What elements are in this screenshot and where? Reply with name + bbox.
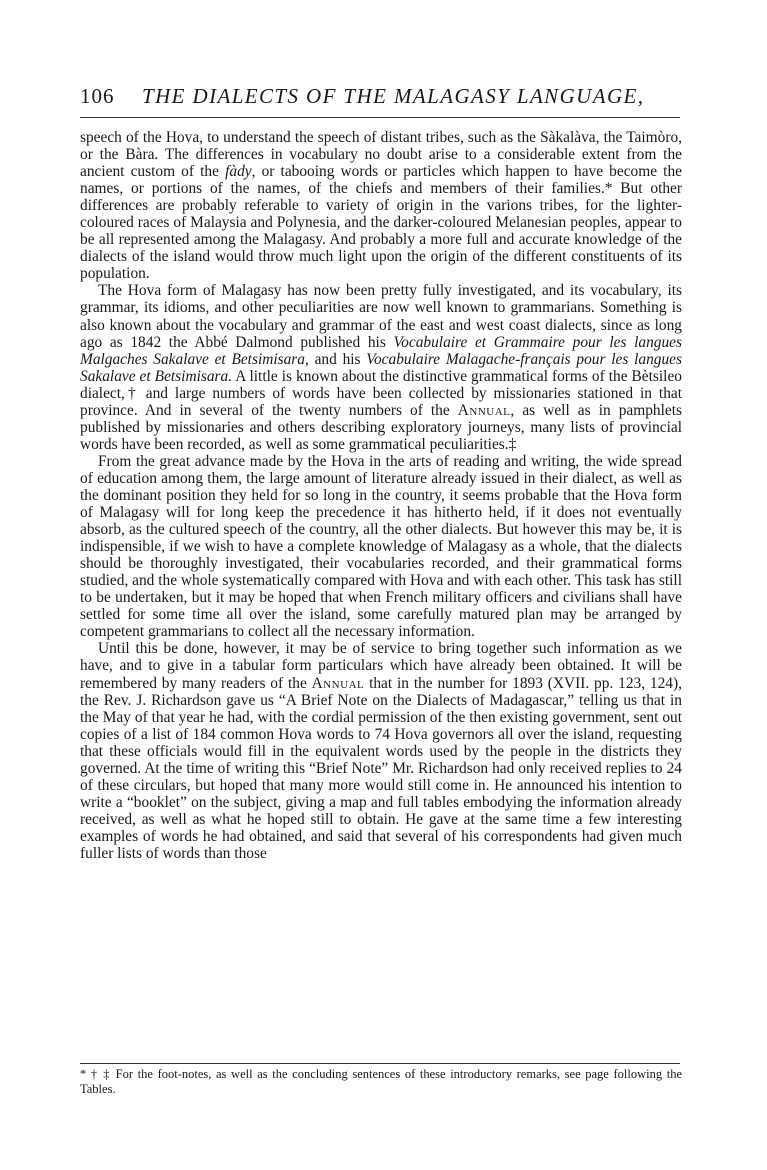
paragraph-2: The Hova form of Malagasy has now been pretty fully investigated, and its vocabulary, its grammar, its idioms, and other peculiarities are now well known to grammarians. Something is also known about the vocabulary and grammar of the east and west coast dialects, since as long ago as 1842 the Abbé Dalmond published his Vocabulaire et Grammaire pour les langues Malgaches Sakalave et Betsimisara, and his Vocabulaire Malagache-français pour les langues Sakalave et Betsimisara. A little is known about the distinctive grammatical forms of the Bètsileo dialect,† and large numbers of words have been collected by missionaries stationed in that province. And in several of the twenty numbers of the Annual, as well as in pamphlets published by missionaries and others describing exploratory journeys, many lists of provincial words have been recorded, as well as some grammatical peculiarities.‡ xyxy=(80,282,682,453)
page-header xyxy=(80,84,680,114)
fady-term: fàdy xyxy=(225,163,252,181)
body-text xyxy=(80,129,682,862)
paragraph-3: From the great advance made by the Hova in the arts of reading and writing, the wide spread of education among them, the large amount of literature already issued in their dialect, as well as the dominant position they held for so long in the country, it seems probable that the Hova form of Malagasy will for long keep the precedence it has hitherto held, if it does not eventually absorb, as the cultured speech of the country, all the other dialects. But however this may be, it is indispensible, if we wish to have a complete knowledge of Malagasy as a whole, that the dialects should be thoroughly investigated, their vocabularies recorded, and their grammatical forms studied, and the whole systematically compared with Hova and with each other. This task has still to be undertaken, but it may be hoped that when French military officers and civilians shall have settled for some time all over the island, some carefully matured plan may be arranged by competent grammarians to collect all the necessary information. xyxy=(80,452,682,641)
annual-smallcaps: Annual xyxy=(311,674,365,692)
footnote-rule xyxy=(80,1063,680,1064)
page-number: 106 xyxy=(80,84,115,108)
header-rule xyxy=(80,117,680,118)
book-title-2: Vocabulaire Malagache-français pour les langues Sakalave et Betsimisara. xyxy=(80,350,682,385)
annual-smallcaps: Annual xyxy=(457,401,511,419)
book-title-1: Vocabulaire et Grammaire pour les langues Malgaches Sakalave et Betsimisara, xyxy=(80,333,682,368)
paragraph-1: speech of the Hova, to understand the speech of distant tribes, such as the Sàkalàva, the Taimòro, or the Bàra. The differences in vocabulary no doubt arise to a considerable extent from the ancient custom of the fàdy, or tabooing words or particles which happen to have become the names, or portions of the names, of the chiefs and members of their families.* But other differences are probably referable to variety of origin in the varions tribes, for the lighter-coloured races of Malaysia and Polynesia, and the darker-coloured Melanesian peoples, appear to be all represented among the Malagasy. And probably a more full and accurate knowledge of the dialects of the island would throw much light upon the origin of the different constituents of its population. xyxy=(80,129,682,283)
running-title: THE DIALECTS OF THE MALAGASY LANGUAGE, xyxy=(142,84,645,108)
paragraph-4: Until this be done, however, it may be of service to bring together such information as we have, and to give in a tabular form particulars which have already been obtained. It will be remembered by many readers of the Annual that in the number for 1893 (XVII. pp. 123, 124), the Rev. J. Richardson gave us “A Brief Note on the Dialects of Madagascar,” telling us that in the May of that year he had, with the cordial permission of the then existing government, sent out copies of a list of 184 common Hova words to 74 Hova governors all over the island, requesting that these officials would fill in the equivalent words used by the people in the districts they governed. At the time of writing this “Brief Note” Mr. Richardson had only received replies to 24 of these circulars, but hoped that many more would still come in. He announced his intention to write a “booklet” on the subject, giving a map and full tables embodying the information already received, as well as what he hoped still to obtain. He gave at the same time a few interesting examples of words he had obtained, and said that several of his correspondents had given much fuller lists of words than those xyxy=(80,640,682,862)
footnote: * † ‡ For the foot-notes, as well as the concluding sentences of these introductory remarks, see page following the Tables. xyxy=(80,1067,682,1096)
